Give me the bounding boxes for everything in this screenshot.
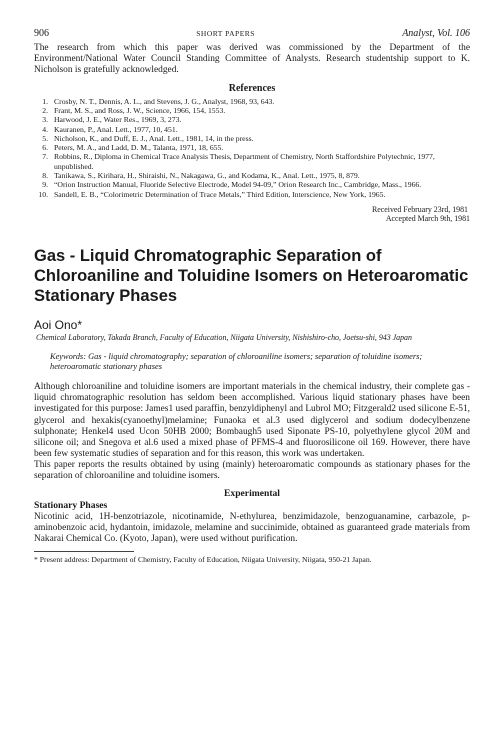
reference-item [34,97,470,106]
reference-text: Crosby, N. T., Dennis, A. L., and Stevens, J. G., Analyst, 1968, 93, 643. [54,96,275,106]
acknowledgement: The research from which this paper was derived was commissioned by the Department of the Environment/National Water Council Standing Committee of Analysts. Research studentship support to K. Nicholson is gratefully acknowledged. [34,43,470,76]
reference-number: 10. [38,189,48,199]
reference-text: Nicholson, K., and Duff, E. J., Anal. Lett., 1981, 14, in the press. [54,133,254,143]
journal-name: Analyst, Vol. 106 [402,28,470,39]
reference-item [34,106,470,115]
reference-text: Harwood, J. E., Water Res., 1969, 3, 273. [54,115,182,125]
reference-text: Frant, M. S., and Ross, J. W., Science, 1966, 154, 1553. [54,105,226,115]
reference-item [34,125,470,134]
address-footnote: * Present address: Department of Chemistry, Faculty of Education, Niigata University, Niigata, 950-21 Japan. [34,555,372,565]
stationary-phases-heading: Stationary Phases [34,500,108,512]
article-title: Gas - Liquid Chromatographic Separation of Chloroaniline and Toluidine Isomers on Heteroaromatic Stationary Phases [34,246,469,305]
experimental-heading: Experimental [224,488,280,500]
received-dates [34,205,470,224]
section-label: SHORT PAPERS [196,29,255,38]
page-number: 906 [34,28,49,39]
reference-item [34,190,470,199]
reference-number: 7. [42,152,48,162]
reference-number: 4. [42,124,48,134]
reference-number: 5. [42,133,48,143]
reference-text: Kauranen, P., Anal. Lett., 1977, 10, 451. [54,124,178,134]
reference-text: Robbins, R., Diploma in Chemical Trace Analysis Thesis, Department of Chemistry, North Staffordshire Polytechnic, 1977, unpublished. [54,152,435,171]
footnote-rule [34,551,134,552]
journal-page [34,28,470,565]
keywords: Keywords: Gas - liquid chromatography; separation of chloroaniline isomers; separation of toluidine isomers; heteroaromatic stationary phases [50,352,423,372]
references-list [34,97,470,199]
reference-item [34,115,470,124]
author-name: Aoi Ono* [34,317,83,332]
intro-paragraph: Although chloroaniline and toluidine isomers are important materials in the chemical industry, their complete gas - liquid chromatographic resolution has seldom been accomplished. Various liquid stationary phases have been investigated for this purpose: James1 used paraffin, benzyldiphenyl and Lubrol MO; Fitzgerald2 used silicone E-51, glycerol and hexakis(cyanoethyl)melamine; Funaoka et al.3 used diglycerol and sodium dodecylbenzene sulphonate; Henkel4 used Ucon 50HB 2000; Bombaugh5 used Siponate PS-10, polyethylene glycol 20M and silicone oil; and Snegova et al.6 used a mixed phase of PFMS-4 and fluorosilicone oil 169. However, there have been few systematic studies of separation and for this reason, this work was undertaken. [34,382,470,459]
references-heading: References [228,82,276,94]
reference-item [34,180,470,189]
received-date: Received February 23rd, 1981 [372,204,468,214]
materials-paragraph: Nicotinic acid, 1H-benzotriazole, nicotinamide, N-ethylurea, benzimidazole, benzoguanamine, carbazole, p-aminobenzoic acid, hydantoin, imidazole, melamine and succinimide, obtained as guaranteed grade materials from Nakarai Chemical Co. (Kyoto, Japan), were used without purification. [34,512,470,545]
reference-text: Sandell, E. B., “Colorimetric Determination of Trace Metals,” Third Edition, Interscience, New York, 1965. [54,189,386,199]
accepted-date: Accepted March 9th, 1981 [385,214,470,224]
aim-paragraph: This paper reports the results obtained by using (mainly) heteroaromatic compounds as stationary phases for the separation of chloroaniline and toluidine isomers. [34,459,470,482]
reference-item [34,134,470,143]
author-affiliation: Chemical Laboratory, Takada Branch, Faculty of Education, Niigata University, Nishishiro-cho, Joetsu-shi, 943 Japan [36,332,412,342]
reference-number: 9. [42,180,48,190]
reference-item [34,171,470,180]
reference-number: 3. [42,115,48,125]
reference-number: 2. [42,105,48,115]
reference-number: 8. [42,170,48,180]
running-head [34,28,470,39]
reference-text: Peters, M. A., and Ladd, D. M., Talanta, 1971, 18, 655. [54,143,224,153]
reference-item [34,152,470,171]
reference-text: “Orion Instruction Manual, Fluoride Selective Electrode, Model 94-09,” Orion Research Inc., Cambridge, Mass., 1966. [54,180,422,190]
reference-text: Tanikawa, S., Kirihara, H., Shiraishi, N., Nakagawa, G., and Kodama, K., Anal. Lett., 1975, 8, 879. [54,170,360,180]
reference-number: 6. [42,143,48,153]
reference-item [34,143,470,152]
reference-number: 1. [42,96,48,106]
